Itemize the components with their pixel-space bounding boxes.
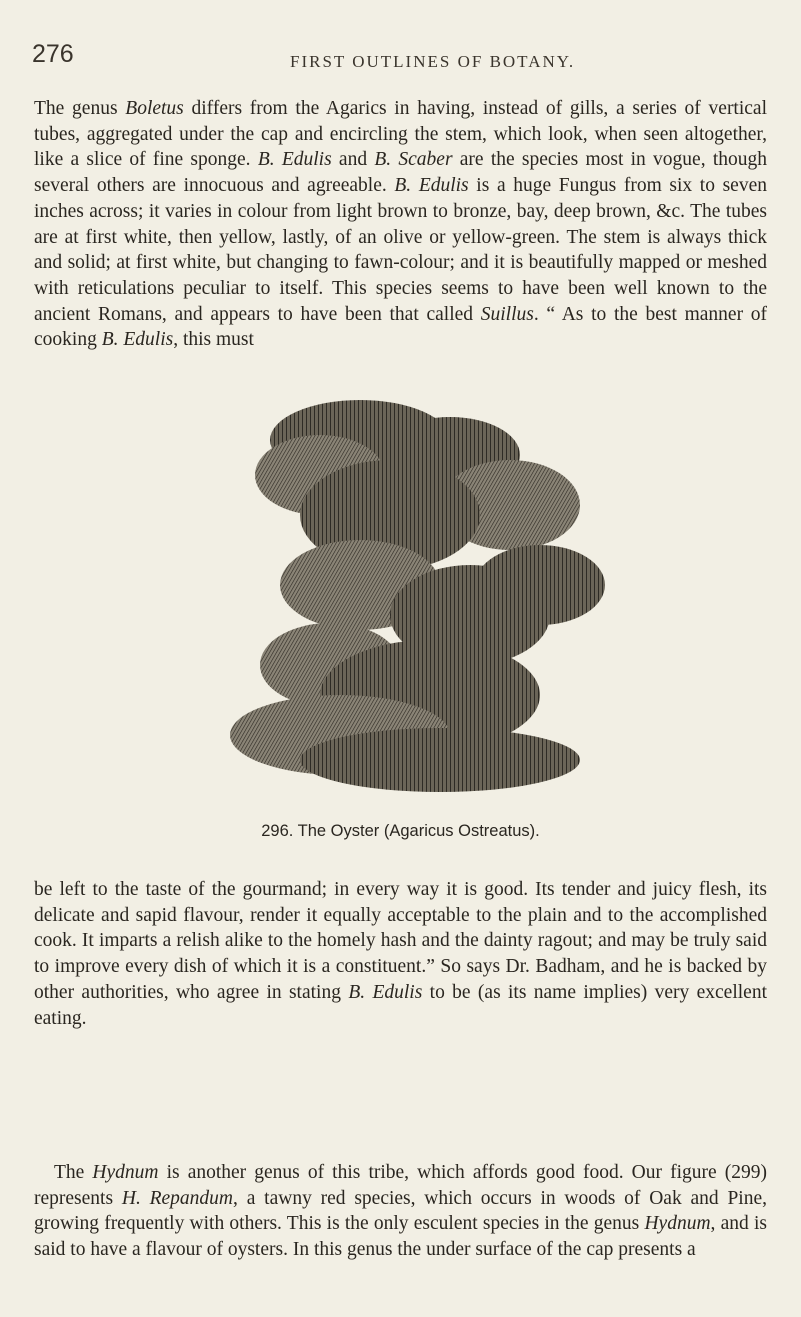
text-run: , this must [173,329,254,351]
italic-run: Boletus [125,98,184,119]
text-run: . “ As to the best manner of cooking [34,303,768,351]
text-run: and [331,149,375,171]
italic-run: B. Edulis [348,981,423,1003]
italic-run: B. Edulis [394,175,469,197]
text-run: are the species most in vogue, though several others are innocuous and agreeable. [34,149,768,197]
text-run: , a tawny red species, which occurs in woods of Oak and Pine, growing frequently with others. This is the only esculent species in the genus [34,1187,767,1235]
paragraph-gourmand [34,877,767,1031]
text-run: The genus [34,98,126,119]
italic-run: H. Repandum [121,1187,234,1209]
cap-cluster [230,400,605,792]
italic-run: B. Edulis [257,149,332,171]
text-run: to be (as its name implies) very excellent eating. [34,981,767,1029]
running-head: FIRST OUTLINES OF BOTANY. [290,52,576,71]
italic-run: B. Edulis [101,329,174,351]
text-run: differs from the Agarics in having, instead of gills, a series of vertical tubes, aggregated under the cap and encircling the stem, which look, when seen altogether, like a slice of fine sponge. [34,98,767,171]
figure-caption: 296. The Oyster (Agaricus Ostreatus). [261,822,540,840]
italic-run: Hydnum [644,1213,711,1235]
page-number: 276 [32,40,74,68]
text-run: , and is said to have a flavour of oysters. In this genus the under surface of the cap presents a [34,1213,767,1261]
text-run: is another genus of this tribe, which affords good food. Our figure (299) represents [34,1162,767,1209]
italic-run: Suillus [480,303,534,325]
text-run: is a huge Fungus from six to seven inches across; it varies in colour from light brown to bronze, bay, deep brown, &c. The tubes are at first white, then yellow, lastly, of an olive or yellow-green. The stem is always thick and solid; at first white, but changing to fawn-colour; and it is beautifully mapped or meshed with reticulations peculiar to itself. This species seems to have been well known to the ancient Romans, and appears to have been that called [34,175,767,325]
italic-run: B. Scaber [374,149,453,171]
text-run: be left to the taste of the gourmand; in every way it is good. Its tender and juicy flesh, its delicate and sapid flavour, render it equally acceptable to the plain and to the accomplished cook. It imparts a relish alike to the homely hash and the dainty ragout; and may be truly said to improve every dish of which it is a constituent.” So says Dr. Badham, and he is backed by other authorities, who agree in stating [34,879,767,1003]
paragraph-hydnum [34,1160,767,1263]
paragraph-boletus [34,96,767,353]
oyster-mushroom-illustration [210,395,610,805]
italic-run: Hydnum [92,1162,159,1183]
text-run: The [54,1162,93,1183]
